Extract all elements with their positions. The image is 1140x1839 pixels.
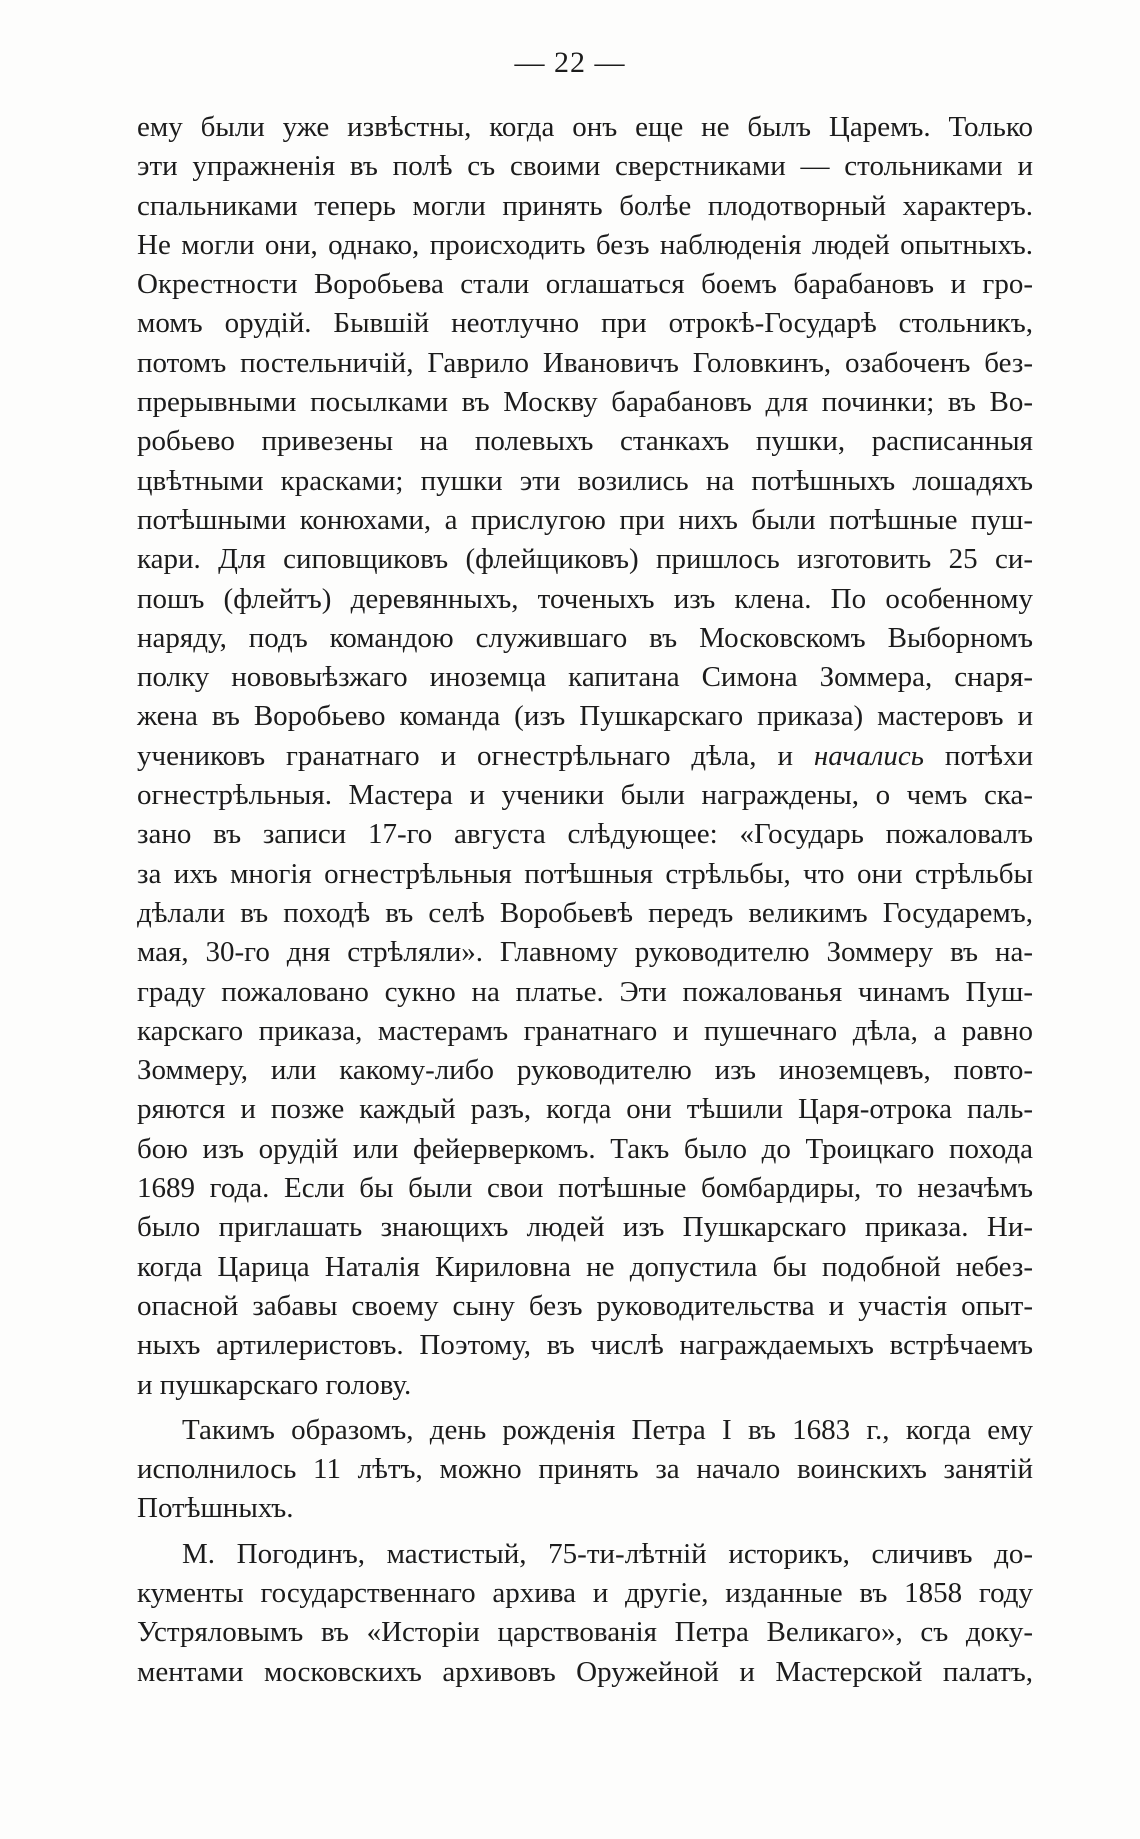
text-line: исполнилось 11 лѣтъ, можно принять за начало воинскихъ занятій: [137, 1453, 1033, 1486]
page-number: — 22 —: [514, 46, 626, 79]
text-line: за ихъ многія огнестрѣльныя потѣшныя стрѣльбы, что они стрѣльбы: [137, 857, 1033, 890]
text-line: пошъ (флейтъ) деревянныхъ, точеныхъ изъ клена. По особенному: [137, 582, 1033, 615]
text-line: 1689 года. Если бы были свои потѣшные бомбардиры, то незачѣмъ: [137, 1172, 1033, 1205]
text-line: зано въ записи 17-го августа слѣдующее: «Государь пожаловалъ: [137, 818, 1033, 851]
text-line: Не могли они, однако, происходить безъ наблюденія людей опытныхъ.: [137, 228, 1033, 261]
text-line: и пушкарскаго голову.: [137, 1368, 412, 1401]
text-line: Окрестности Воробьева стали оглашаться боемъ барабановъ и гро-: [137, 268, 1033, 301]
text-line: ряются и позже каждый разъ, когда они тѣшили Царя-отрока паль-: [137, 1093, 1033, 1126]
text-line: карскаго приказа, мастерамъ гранатнаго и пушечнаго дѣла, а равно: [137, 1014, 1033, 1047]
text-line: цвѣтными красками; пушки эти возились на потѣшныхъ лошадяхъ: [137, 464, 1033, 497]
text-line: ему были уже извѣстны, когда онъ еще не былъ Царемъ. Только: [137, 111, 1033, 143]
text-line: мая, 30-го дня стрѣляли». Главному руководителю Зоммеру въ на-: [137, 936, 1033, 969]
text-line: бою изъ орудій или фейерверкомъ. Такъ было до Троицкаго похода: [137, 1132, 1033, 1165]
text-line: было приглашать знающихъ людей изъ Пушкарскаго приказа. Ни-: [137, 1211, 1033, 1244]
text-line: М. Погодинъ, мастистый, 75-ти-лѣтній историкъ, сличивъ до-: [182, 1537, 1033, 1570]
line-start: учениковъ гранатнаго и огнестрѣльнаго дѣла, и: [137, 739, 793, 772]
text-line: огнестрѣльныя. Мастера и ученики были награждены, о чемъ ска-: [137, 779, 1033, 812]
text-line: спальниками теперь могли принять болѣе плодотворный характеръ.: [137, 189, 1033, 222]
text-line: кари. Для сиповщиковъ (флейщиковъ) пришлось изготовить 25 си-: [137, 543, 1033, 576]
line-end: потѣхи: [923, 739, 1034, 772]
text-line: Устряловымъ въ «Исторіи царствованія Петра Великаго», съ доку-: [137, 1616, 1033, 1649]
text-line: Зоммеру, или какому-либо руководителю изъ иноземцевъ, повто-: [137, 1054, 1033, 1087]
text-line: ментами московскихъ архивовъ Оружейной и Мастерской палатъ,: [137, 1655, 1033, 1688]
text-line: потѣшными конюхами, а прислугою при нихъ были потѣшные пуш-: [137, 503, 1033, 536]
text-line: жена въ Воробьево команда (изъ Пушкарскаго приказа) мастеровъ и: [137, 700, 1033, 733]
text-line: полку нововыѣзжаго иноземца капитана Симона Зоммера, снаря-: [137, 661, 1033, 694]
text-line: прерывными посылками въ Москву барабановъ для починки; въ Во-: [137, 386, 1033, 419]
paragraph-1: [137, 108, 1033, 1405]
text-line: потомъ постельничій, Гаврило Ивановичъ Головкинъ, озабоченъ без-: [137, 346, 1033, 379]
text-line: дѣлали въ походѣ въ селѣ Воробьевѣ передъ великимъ Государемъ,: [137, 896, 1033, 929]
body-text: [137, 108, 1033, 1692]
text-line: Такимъ образомъ, день рожденія Петра I въ 1683 г., когда ему: [182, 1413, 1033, 1446]
text-line: наряду, подъ командою служившаго въ Московскомъ Выборномъ: [137, 621, 1033, 654]
text-line: момъ орудій. Бывшій неотлучно при отрокѣ-Государѣ стольникъ,: [137, 307, 1033, 340]
text-line: кументы государственнаго архива и другіе, изданные въ 1858 году: [137, 1576, 1033, 1609]
paragraph-2: [137, 1411, 1033, 1529]
text-line: эти упражненія въ полѣ съ своими сверстниками — стольниками и: [137, 150, 1033, 183]
text-line: робьево привезены на полевыхъ станкахъ пушки, расписанныя: [137, 425, 1033, 458]
text-line: опасной забавы своему сыну безъ руководительства и участія опыт-: [137, 1289, 1033, 1322]
text-line: когда Царица Наталія Кириловна не допустила бы подобной небез-: [137, 1250, 1033, 1283]
paragraph-3: [137, 1535, 1033, 1692]
text-line: Потѣшныхъ.: [137, 1492, 294, 1525]
text-line-with-italic: [137, 737, 1033, 776]
text-line: граду пожаловано сукно на платье. Эти пожалованья чинамъ Пуш-: [137, 975, 1033, 1008]
text-line: ныхъ артилеристовъ. Поэтому, въ числѣ награждаемыхъ встрѣчаемъ: [137, 1329, 1033, 1362]
italic-word: начались: [813, 739, 924, 772]
